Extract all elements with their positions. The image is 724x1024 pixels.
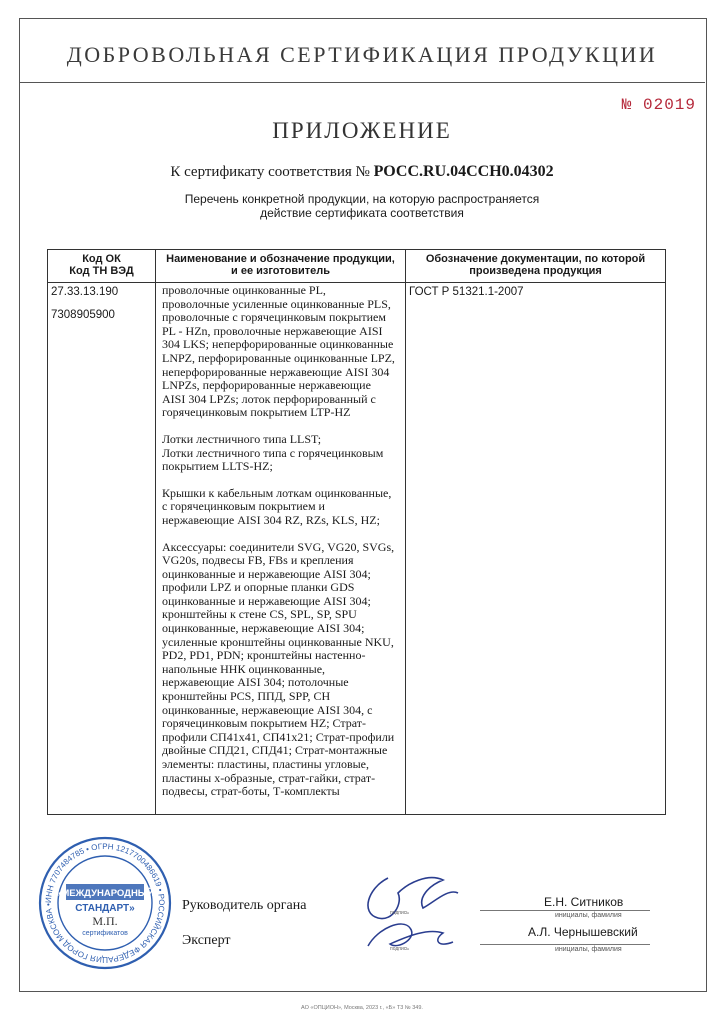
product-line: неперфорированные нержавеющие AISI 304 [162, 364, 390, 379]
stamp-mp: М.П. [92, 914, 118, 928]
product-line: оцинкованные, нержавеющие AISI 304, с [162, 702, 373, 717]
product-line: оцинкованные и нержавеющие AISI 304; [162, 566, 371, 581]
product-line: Лотки лестничного типа LLST; [162, 431, 322, 446]
product-line: профили LPZ и опорные планки GDS [162, 580, 355, 595]
product-line: LNPZ, перфорированные оцинкованные LPZ, [162, 350, 395, 365]
certificate-number: РОСС.RU.04ССН0.04302 [373, 163, 554, 180]
product-paragraph [162, 541, 401, 799]
codes-cell [48, 283, 156, 815]
header-line: Код ОК [82, 253, 121, 265]
product-line: VG20s, подвесы FB, FBs и крепления [162, 553, 354, 568]
stamp-ring-text: ИНН 7707484785 • ОГРН 1217700486619 • РОССИЙСКАЯ ФЕДЕРАЦИЯ ГОРОД МОСКВА • [43, 841, 167, 965]
product-description-cell [156, 283, 406, 815]
products-table [47, 249, 666, 815]
product-line: нержавеющие AISI 304 RZ, RZs, KLS, HZ; [162, 512, 380, 527]
appendix-title: ПРИЛОЖЕНИЕ [272, 118, 452, 143]
product-paragraph [162, 433, 401, 474]
header-codes [48, 250, 156, 283]
divider [480, 910, 650, 911]
stamp-sub: сертификатов [82, 930, 128, 937]
certificate-reference [0, 163, 724, 181]
signature-scribble [348, 858, 468, 958]
head-name: Е.Н. Ситников [544, 895, 624, 909]
product-line: профили СП41х41, СП41х21; Страт-профили [162, 729, 395, 744]
sig-caption: подпись [390, 946, 409, 952]
serial-number: № 02019 [621, 96, 696, 114]
product-paragraph [162, 284, 401, 420]
expert-name: А.Л. Чернышевский [528, 925, 638, 939]
docs-cell: ГОСТ Р 51321.1-2007 [406, 283, 666, 815]
product-line: AISI 304 LPZs; лоток перфорированный с [162, 391, 376, 406]
product-line: двойные СПД21, СПД41; Страт-монтажные [162, 743, 388, 758]
header-line: Наименование и обозначение продукции, [166, 253, 395, 265]
product-paragraph [162, 487, 401, 528]
product-line: оцинкованные и нержавеющие AISI 304; [162, 593, 371, 608]
product-line: кронштейны к стене CS, SPL, SP, SPU [162, 607, 357, 622]
header-band [19, 18, 705, 83]
product-line: LNPZs, перфорированные нержавеющие [162, 378, 371, 393]
product-line: пластины х-образные, страт-гайки, страт- [162, 770, 376, 785]
header-line: и ее изготовитель [231, 265, 330, 277]
certificate-prefix: К сертификату соответствия № [170, 164, 370, 180]
product-line: горячецинковым покрытием LTP-HZ [162, 405, 351, 420]
header-line: произведена продукция [469, 265, 602, 277]
header-line: Код ТН ВЭД [69, 265, 134, 277]
intro-line: Перечень конкретной продукции, на которую распространяется [184, 192, 540, 206]
product-line: покрытием LLTS-HZ; [162, 459, 273, 474]
product-line: горячецинковым покрытием HZ; Страт- [162, 716, 367, 731]
product-line: проволочные оцинкованные PL, [162, 283, 326, 297]
product-line: Крышки к кабельным лоткам оцинкованные, [162, 485, 392, 500]
initials-caption: инициалы, фамилия [555, 912, 622, 919]
product-line: напольные ННК оцинкованные, [162, 661, 326, 676]
header-docs [406, 250, 666, 283]
product-line: подвесы, страт-боты, Т-комплекты [162, 784, 340, 799]
product-line: PL - HZn, проволочные нержавеющие AISI [162, 323, 383, 338]
product-line: элементы: пластины, пластины угловые, [162, 757, 370, 771]
product-line: 304 LKS; неперфорированные оцинкованные [162, 337, 394, 352]
okpd-code: 27.33.13.190 [51, 286, 119, 298]
sig-caption: подпись [390, 910, 409, 916]
divider [480, 944, 650, 945]
product-line: Лотки лестничного типа с горячецинковым [162, 445, 384, 460]
product-line: PD2, PD1, PDN; кронштейны настенно- [162, 648, 366, 663]
expert-label: Эксперт [182, 933, 231, 948]
stamp-center-line1: «МЕЖДУНАРОДНЫЙ [56, 888, 154, 899]
tnved-code: 7308905900 [51, 309, 115, 321]
initials-caption: инициалы, фамилия [555, 946, 622, 953]
product-line: с горячецинковым покрытием и [162, 499, 325, 514]
product-line: оцинкованные, нержавеющие AISI 304; [162, 621, 365, 636]
product-line: усиленные кронштейны оцинкованные NKU, [162, 634, 394, 649]
product-line: Аксессуары: соединители SVG, VG20, SVGs, [162, 539, 395, 554]
product-line: проволочные усиленные оцинкованные PLS, [162, 296, 391, 311]
table-row [48, 283, 666, 815]
stamp [36, 834, 174, 972]
table-header-row [48, 250, 666, 283]
product-line: нержавеющие AISI 304; потолочные [162, 675, 349, 690]
product-line: проволочные с горячецинковым покрытием [162, 310, 386, 325]
header-title: ДОБРОВОЛЬНАЯ СЕРТИФИКАЦИЯ ПРОДУКЦИИ [66, 42, 658, 67]
intro-line: действие сертификата соответствия [260, 206, 464, 220]
header-name [156, 250, 406, 283]
header-line: Обозначение документации, по которой [425, 253, 646, 265]
intro-text [0, 192, 724, 220]
product-line: кронштейны PCS, ППД, SPP, СН [162, 689, 331, 704]
head-of-body-label: Руководитель органа [182, 898, 307, 913]
printer-footer: АО «ОПЦИОН», Москва, 2023 г., «Б» Т3 № 349. [301, 1005, 423, 1011]
stamp-center-line2: СТАНДАРТ» [75, 903, 135, 914]
